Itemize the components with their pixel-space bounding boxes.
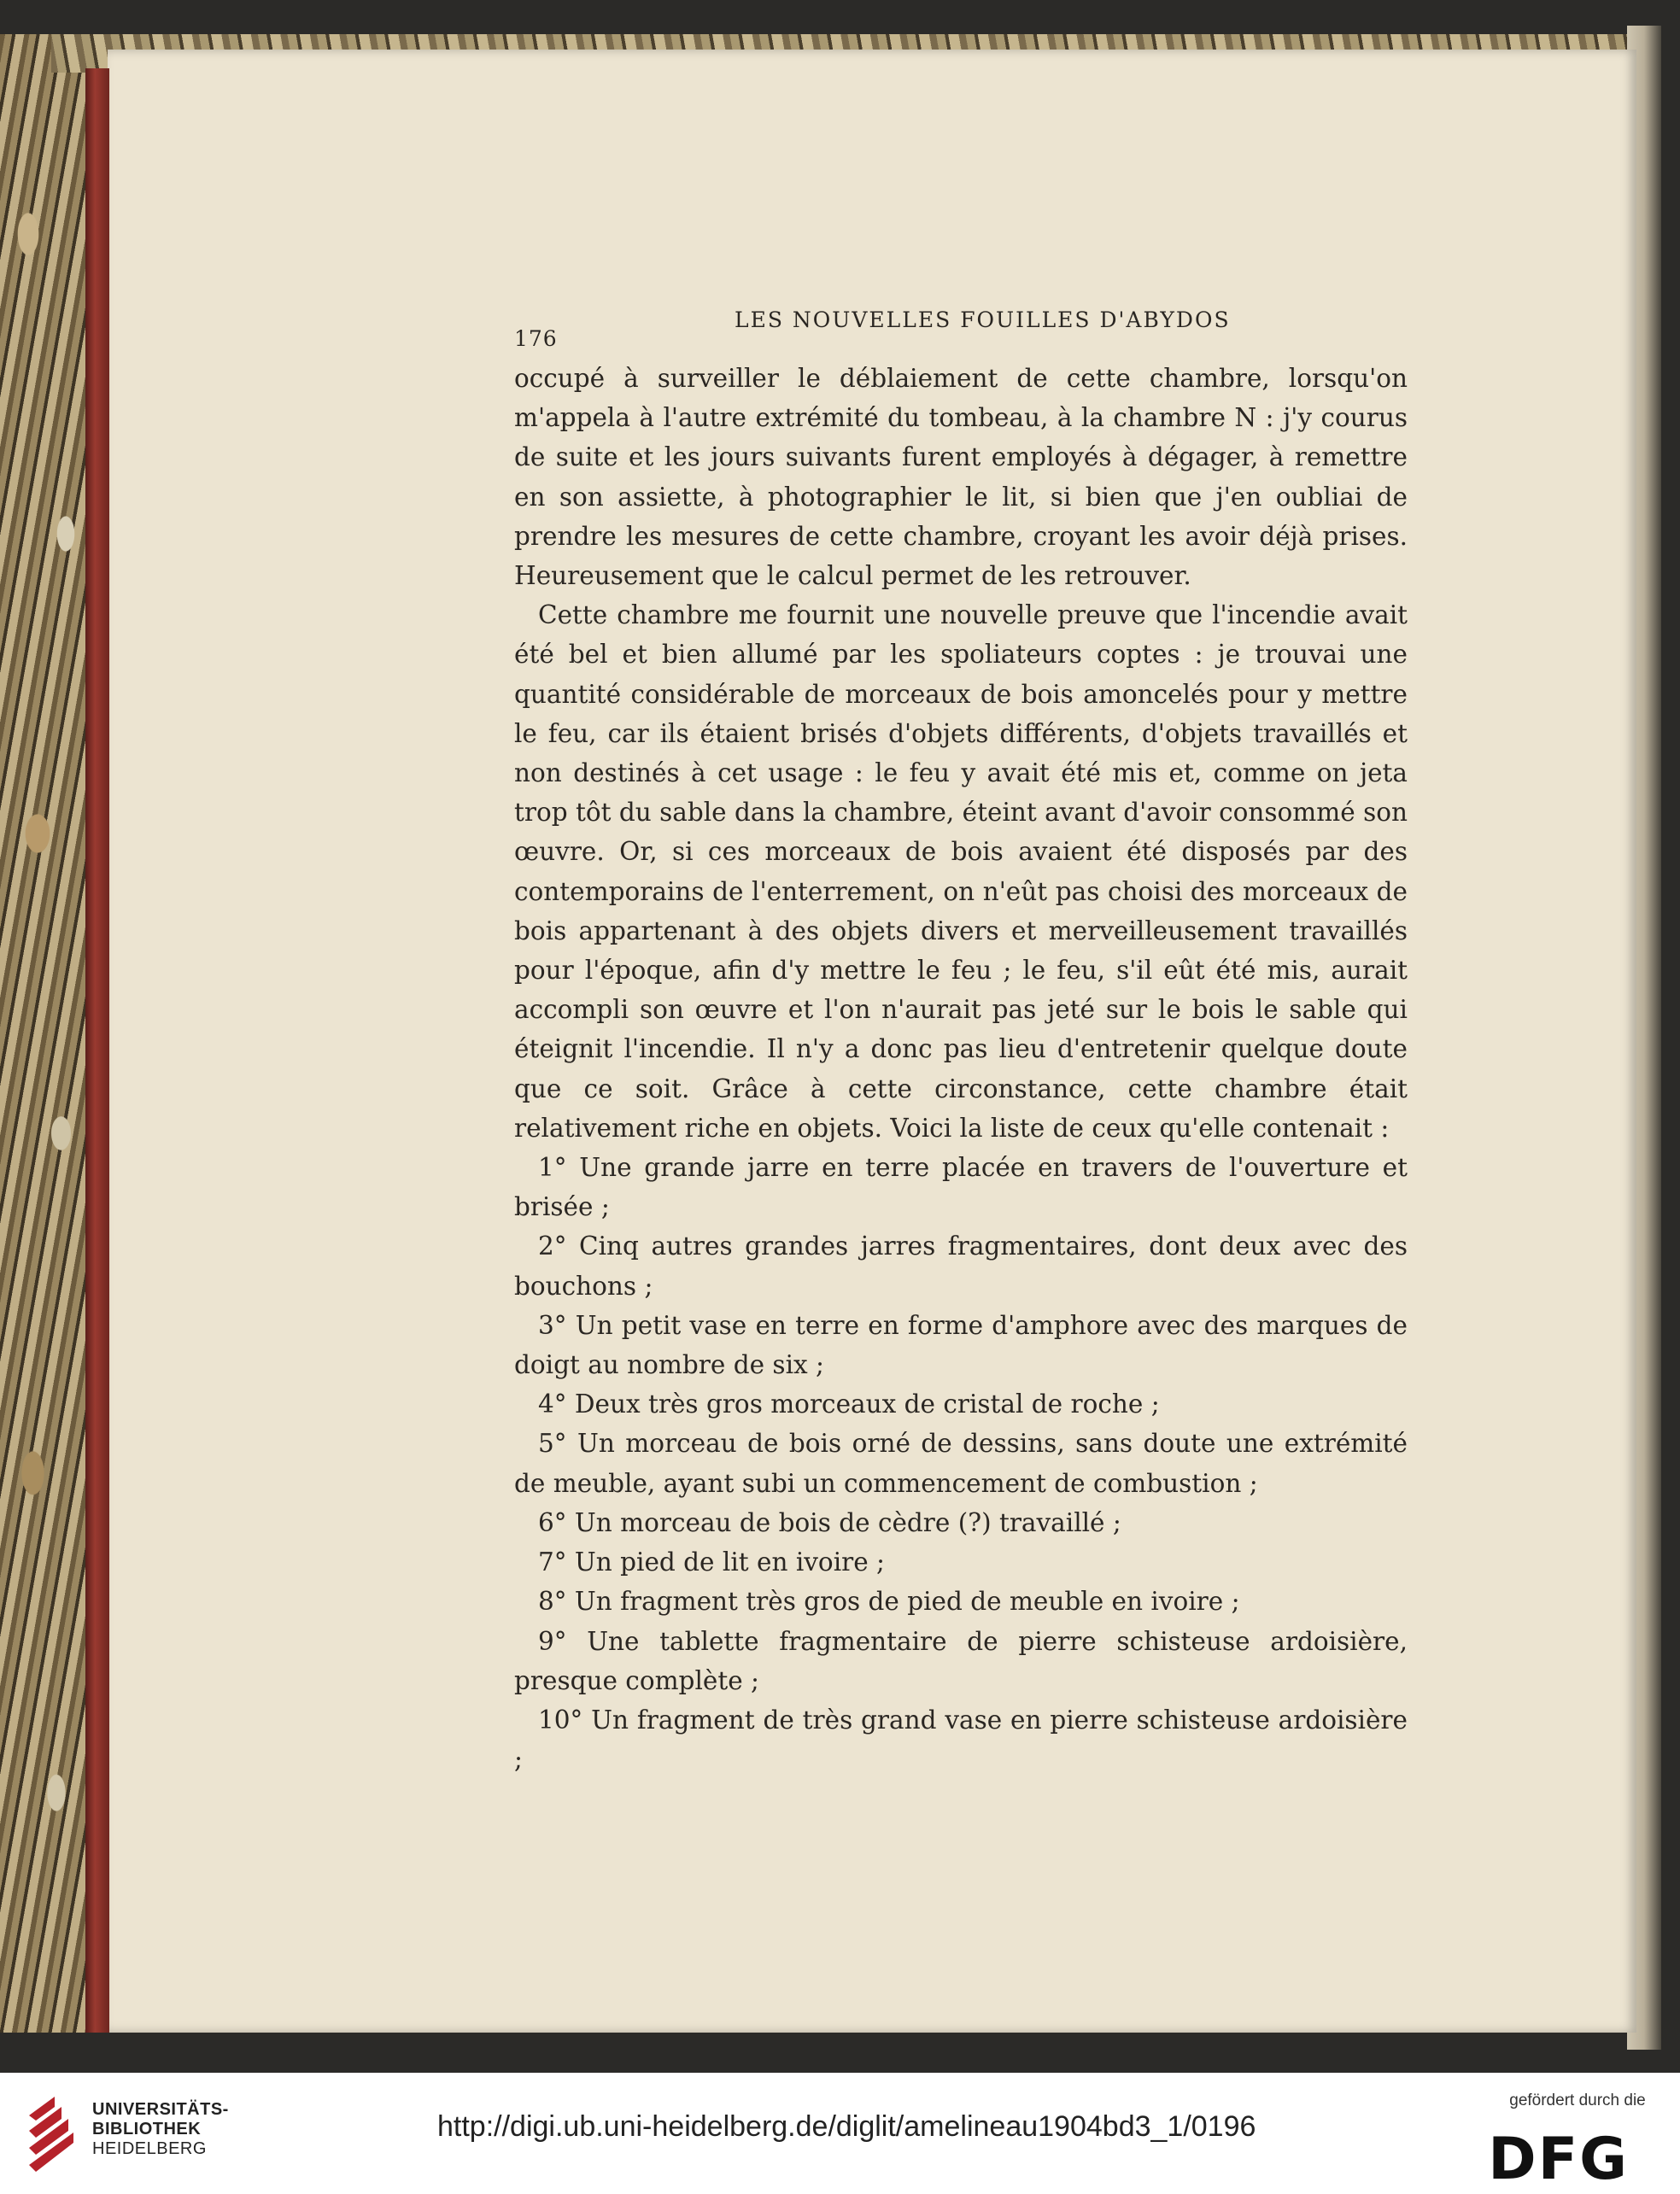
library-name-line: BIBLIOTHEK xyxy=(92,2120,202,2138)
list-item: 2° Cinq autres grandes jarres fragmentaires, dont deux avec des bouchons ; xyxy=(514,1232,1408,1301)
paragraph: Cette chambre me fournit une nouvelle preuve que l'incendie avait été bel et bien allumé par les spoliateurs coptes : je trouvai une quantité considérable de morceaux de bois amoncelés pour y mettre le feu, car ils étaient brisés d'objets différents, d'objets travaillés et non destinés à cet usage : le feu y avait été mis et, comme on jeta trop tôt du sable dans la chambre, éteint avant d'avoir consommé son œuvre. Or, si ces morceaux de bois avaient été disposés par des contemporains de l'enterrement, on n'eût pas choisi des morceaux de bois appartenant à des objets divers et merveilleusement travaillés pour l'époque, afin d'y mettre le feu ; le feu, s'il eût été mis, aurait accompli son œuvre et l'on n'aurait pas jeté sur le bois le sable qui éteignit l'incendie. Il n'y a donc pas lieu d'entretenir quelque doute que ce soit. Grâce à cette circonstance, cette chambre était relativement riche en objets. Voici la liste de ceux qu'elle contenait : xyxy=(514,600,1408,1143)
viewer-footer xyxy=(0,2073,1680,2194)
funding-text: gefördert durch die xyxy=(1509,2092,1646,2109)
list-item: 10° Un fragment de très grand vase en pierre schisteuse ardoisière ; xyxy=(514,1705,1408,1775)
list-item: 9° Une tablette fragmentaire de pierre schisteuse ardoisière, presque complète ; xyxy=(514,1626,1408,1695)
red-page-edge xyxy=(85,68,109,2033)
list-item: 5° Un morceau de bois orné de dessins, sans doute une extrémité de meuble, ayant subi un commencement de combustion ; xyxy=(514,1429,1408,1498)
permalink-url[interactable]: http://digi.ub.uni-heidelberg.de/diglit/amelineau1904bd3_1/0196 xyxy=(437,2110,1256,2143)
paragraph: occupé à surveiller le déblaiement de cette chambre, lorsqu'on m'appela à l'autre extrémité du tombeau, à la chambre N : j'y courus de suite et les jours suivants furent employés à dégager, à remettre en son assiette, à photographier le lit, si bien que j'en oubliai de prendre les mesures de cette chambre, croyant les avoir déjà prises. Heureusement que le calcul permet de les retrouver. xyxy=(514,364,1408,591)
running-title: LES NOUVELLES FOUILLES D'ABYDOS xyxy=(735,307,1231,332)
library-name-line: HEIDELBERG xyxy=(92,2139,207,2158)
page-number: 176 xyxy=(514,326,558,351)
list-item: 7° Un pied de lit en ivoire ; xyxy=(538,1548,885,1577)
list-item: 1° Une grande jarre en terre placée en travers de l'ouverture et brisée ; xyxy=(514,1153,1408,1222)
dfg-logo: DFG xyxy=(1488,2126,1629,2193)
list-item: 6° Un morceau de bois de cèdre (?) travaillé ; xyxy=(538,1507,1121,1537)
library-logo-icon xyxy=(20,2090,82,2175)
page-text xyxy=(514,307,1408,1779)
library-name-line: UNIVERSITÄTS- xyxy=(92,2100,229,2119)
library-name xyxy=(92,2100,229,2159)
list-item: 4° Deux très gros morceaux de cristal de roche ; xyxy=(538,1390,1160,1419)
marbled-endpaper xyxy=(0,34,94,2033)
list-item: 8° Un fragment très gros de pied de meuble en ivoire ; xyxy=(538,1587,1240,1617)
running-head xyxy=(514,307,1408,359)
list-item: 3° Un petit vase en terre en forme d'amphore avec des marques de doigt au nombre de six ; xyxy=(514,1310,1408,1380)
